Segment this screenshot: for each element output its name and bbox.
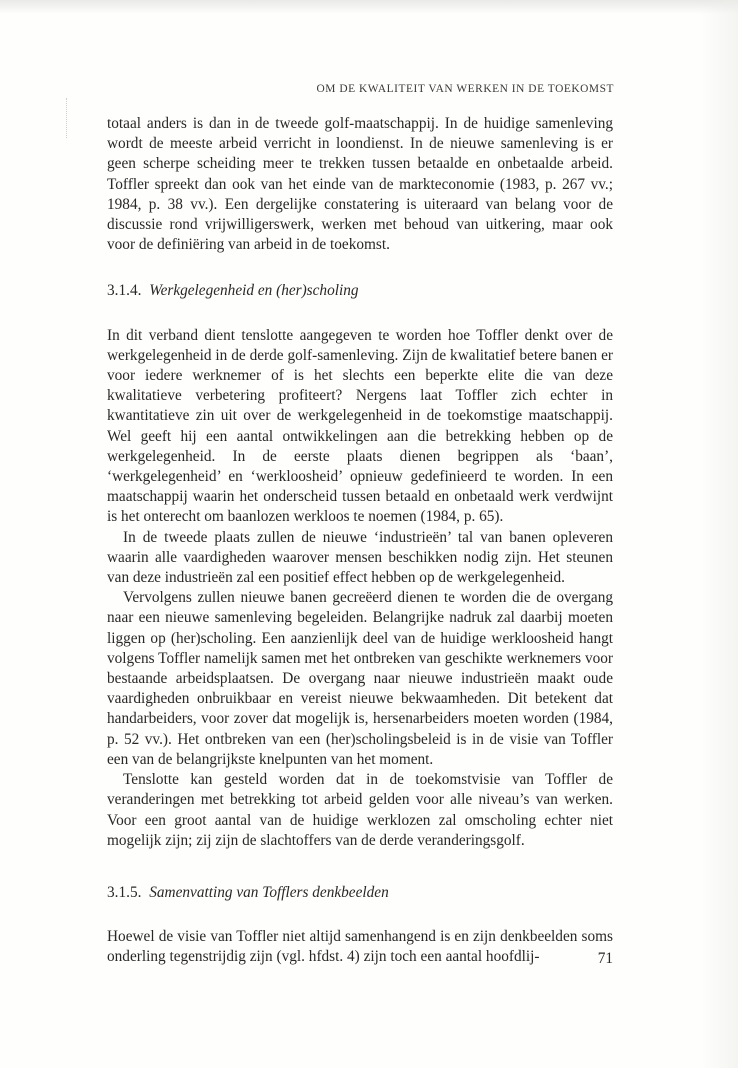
- section-title: Werkgelegenheid en (her)scholing: [149, 282, 359, 300]
- page-number: 71: [597, 950, 613, 967]
- scan-top-shadow: [0, 0, 738, 14]
- paragraph: Vervolgens zullen nieuwe banen gecreëerd dienen te worden die de overgang naar een nieuwe samenleving begeleiden. Belangrijke nadruk zal daarbij moeten liggen op (her)scholing. Een aanzienlijk deel van de huidige werkloosheid hangt volgens Toffler namelijk samen met het ontbreken van geschikte werknemers voor bestaande arbeidsplaatsen. De overgang naar nieuwe industrieën maakt oude vaardigheden onbruikbaar en vereist nieuwe bekwaamheden. Dit betekent dat handarbeiders, voor zover dat mogelijk is, hersenarbeiders moeten worden (1984, p. 52 vv.). Het ontbreken van een (her)scholingsbeleid is in de visie van Toffler een van de belangrijkste knelpunten van het moment.: [107, 589, 613, 768]
- page-body: [107, 114, 613, 968]
- paragraph: Hoewel de visie van Toffler niet altijd samenhangend is en zijn denkbeelden soms onderling tegenstrijdig zijn (vgl. hfdst. 4) zijn toch een aantal hoofdlij-: [107, 928, 613, 966]
- paragraph: Tenslotte kan gesteld worden dat in de toekomstvisie van Toffler de veranderingen met betrekking tot arbeid gelden voor alle niveau’s van werken. Voor een groot aantal van de huidige werklozen zal omscholing echter niet mogelijk zijn; zij zijn de slachtoffers van de derde veranderingsgolf.: [107, 771, 613, 849]
- paragraph: In dit verband dient tenslotte aangegeven te worden hoe Toffler denkt over de werkgelegenheid in de derde golf-samenleving. Zijn de kwalitatief betere banen er voor iedere werknemer of is het slechts een beperkte elite die van deze kwalitatieve verbetering profiteert? Nergens laat Toffler zich echter in kwantitatieve zin uit over de werkgelegenheid in de toekomstige maatschappij. Wel geeft hij een aantal ontwikkelingen aan die betrekking hebben op de werkgelegenheid. In de eerste plaats dienen begrippen als ‘baan’, ‘werkgelegenheid’ en ‘werkloosheid’ opnieuw gedefinieerd te worden. In een maatschappij waarin het onderscheid tussen betaald en onbetaald werk verdwijnt is het onterecht om baanlozen werkloos te noemen (1984, p. 65).: [107, 326, 613, 526]
- section-heading: [107, 883, 613, 903]
- section-heading: [107, 281, 613, 301]
- section-title: Samenvatting van Tofflers denkbeelden: [149, 883, 389, 901]
- paragraph: In de tweede plaats zullen de nieuwe ‘industrieën’ tal van banen opleveren waarin alle vaardigheden waarover mensen beschikken nodig zijn. Het steunen van deze industrieën zal een positief effect hebben op de werkgelegenheid.: [107, 528, 613, 587]
- section-number: 3.1.5.: [107, 883, 142, 901]
- running-header: OM DE KWALITEIT VAN WERKEN IN DE TOEKOMST: [316, 83, 614, 95]
- section-number: 3.1.4.: [107, 282, 142, 300]
- paragraph: totaal anders is dan in de tweede golf-maatschappij. In de huidige samenleving wordt de meeste arbeid verricht in loondienst. In de nieuwe samenleving is er geen scherpe scheiding meer te trekken tussen betaalde en onbetaalde arbeid. Toffler spreekt dan ook van het einde van de markteconomie (1983, p. 267 vv.; 1984, p. 38 vv.). Een dergelijke constatering is uiteraard van belang voor de discussie rond vrijwilligerswerk, werken met behoud van uitkering, maar ook voor de definiëring van arbeid in de toekomst.: [107, 115, 613, 254]
- scan-margin-marks: [66, 98, 69, 138]
- scan-right-edge: [700, 0, 738, 1068]
